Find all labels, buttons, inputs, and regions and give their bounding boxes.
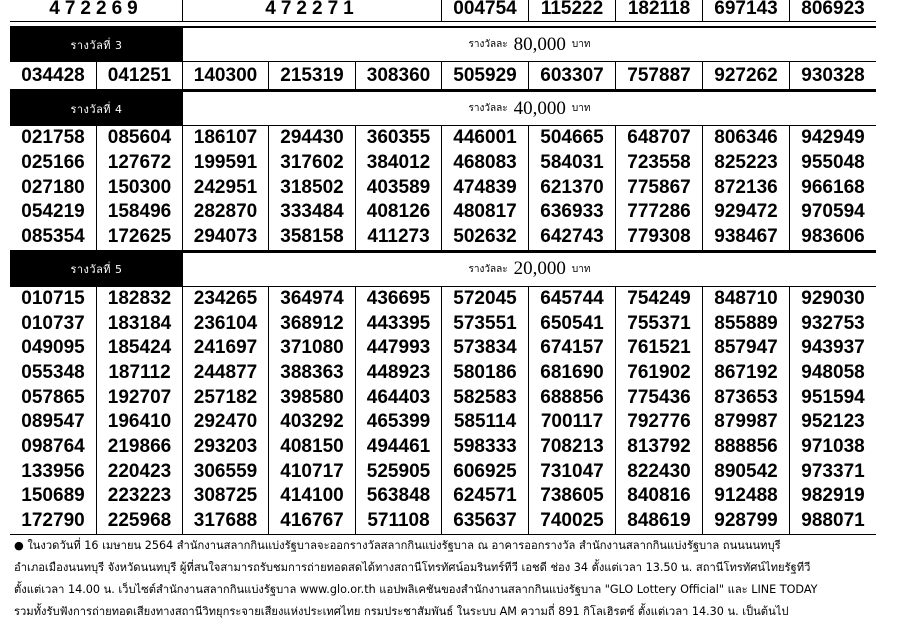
prize3-number: 041251 — [107, 65, 172, 86]
prize4-number: 411273 — [367, 226, 430, 248]
prize4-number: 504665 — [540, 127, 604, 148]
prize5-number: 447993 — [366, 337, 431, 359]
prize4-number: 408126 — [366, 201, 431, 223]
prize4-number: 480817 — [453, 201, 517, 223]
prize5-number: 055348 — [21, 362, 85, 384]
prize5-number: 943937 — [801, 337, 865, 359]
prize5-number: 879987 — [714, 411, 778, 433]
prize5-number: 192707 — [107, 386, 172, 408]
prize5-number: 436695 — [366, 287, 431, 309]
prize4-column — [97, 126, 183, 250]
prize4-number: 621370 — [540, 176, 604, 198]
prize5-number: 755371 — [627, 312, 691, 334]
prize5-number: 775436 — [627, 386, 691, 408]
prize5-number: 182832 — [107, 287, 172, 309]
prize4-number: 317602 — [280, 151, 344, 173]
prize4-number: 777286 — [627, 201, 691, 223]
prize4-number: 970594 — [801, 201, 865, 223]
prize5-column — [269, 287, 356, 534]
prize3-column — [703, 62, 790, 89]
prize4-number: 172625 — [107, 226, 172, 248]
prize3-amount-value: 80,000 — [513, 33, 566, 55]
prize5-number: 368912 — [280, 312, 344, 334]
prize5-number: 416767 — [280, 510, 344, 532]
prize5-number: 988071 — [801, 510, 865, 532]
prize4-number: 333484 — [280, 201, 344, 223]
prize5-number: 571108 — [367, 510, 430, 532]
prize5-column — [97, 287, 183, 534]
prize4-column — [790, 126, 876, 250]
prize4-number: 085604 — [107, 127, 172, 148]
prize5-number: 464403 — [366, 386, 431, 408]
prize5-number: 525905 — [366, 460, 431, 482]
prize4-number: 054219 — [21, 201, 85, 223]
top-number-3: 004754 — [442, 0, 529, 22]
prize4-column — [616, 126, 703, 250]
prize4-number: 872136 — [714, 176, 778, 198]
prize4-number: 360355 — [366, 127, 431, 148]
prize5-number: 606925 — [453, 460, 517, 482]
prize5-number: 403292 — [280, 411, 344, 433]
prize4-number: 403589 — [366, 176, 431, 198]
prize5-number: 674157 — [540, 337, 604, 359]
prize5-number: 688856 — [540, 386, 604, 408]
prize5-number: 172790 — [21, 510, 85, 532]
prize4-number: 584031 — [540, 151, 604, 173]
prize5-number: 057865 — [21, 386, 85, 408]
prize5-numbers — [10, 287, 876, 535]
prize4-number: 150300 — [107, 176, 172, 198]
prize4-number: 282870 — [193, 201, 258, 223]
prize3-number: 034428 — [21, 65, 85, 86]
prize4-number: 085354 — [21, 226, 85, 248]
prize5-number: 225968 — [107, 510, 172, 532]
prize5-number: 573551 — [453, 312, 517, 334]
prize4-number: 825223 — [714, 151, 778, 173]
prize4-number: 242951 — [193, 176, 258, 198]
top-number-5: 182118 — [616, 0, 703, 22]
prize4-number: 942949 — [801, 127, 865, 148]
prize5-number: 681690 — [540, 362, 604, 384]
prize5-number: 098764 — [21, 436, 85, 458]
prize5-label: รางวัลที่ 5 — [10, 253, 183, 286]
note-line-2: อำเภอเมืองนนทบุรี จังหวัดนนทบุรี ผู้ที่สนใจสามารถรับชมการถ่ายทอดสดได้ทางสถานีโทรทัศน์อมรินทร์ทีวี เอชดี ช่อง 34 ตั้งแต่เวลา 13.50 น. สถานีโทรทัศน์ไทยรัฐทีวี — [14, 561, 811, 574]
prize5-number: 645744 — [540, 287, 604, 309]
prize3-column — [183, 62, 269, 89]
prize5-number: 573834 — [453, 337, 517, 359]
prize5-number: 183184 — [107, 312, 172, 334]
prize4-number: 929472 — [714, 201, 778, 223]
prize5-number: 929030 — [801, 287, 865, 309]
prize5-number: 293203 — [193, 436, 258, 458]
prize5-number: 133956 — [21, 460, 85, 482]
prize5-number: 187112 — [108, 362, 171, 384]
prize5-number: 855889 — [714, 312, 778, 334]
prize5-number: 371080 — [280, 337, 344, 359]
prize4-number: 358158 — [280, 226, 344, 248]
prize5-number: 848710 — [714, 287, 778, 309]
top-number-4: 115222 — [529, 0, 616, 22]
prize5-number: 234265 — [193, 287, 258, 309]
prize3-amount-prefix: รางวัลละ — [468, 39, 508, 50]
prize5-amount-value: 20,000 — [513, 258, 566, 280]
prize5-number: 873653 — [714, 386, 778, 408]
top-number-1: 472269 — [10, 0, 183, 22]
top-number-6: 697143 — [703, 0, 790, 22]
prize5-number: 185424 — [107, 337, 172, 359]
prize5-number: 867192 — [714, 362, 778, 384]
prize5-number: 049095 — [21, 337, 85, 359]
prize4-amount-value: 40,000 — [513, 97, 566, 119]
prize5-column — [356, 287, 442, 534]
prize5-number: 624571 — [453, 485, 517, 507]
prize5-number: 292470 — [193, 411, 258, 433]
prize5-number: 912488 — [714, 485, 778, 507]
prize4-column — [442, 126, 529, 250]
prize4-number: 966168 — [801, 176, 865, 198]
prize5-number: 257182 — [193, 386, 258, 408]
prize4-number: 806346 — [714, 127, 778, 148]
prize4-label: รางวัลที่ 4 — [10, 92, 183, 125]
prize3-column — [10, 62, 97, 89]
prize3-column — [529, 62, 616, 89]
prize5-column — [703, 287, 790, 534]
prize4-number: 779308 — [627, 226, 691, 248]
prize5-column — [616, 287, 703, 534]
prize5-number: 840816 — [627, 485, 691, 507]
prize4-column — [183, 126, 269, 250]
prize4-number: 294073 — [193, 226, 258, 248]
prize5-number: 700117 — [540, 411, 604, 433]
prize5-number: 010737 — [21, 312, 85, 334]
prize4-number: 775867 — [627, 176, 691, 198]
prize4-amount-suffix: บาท — [571, 103, 591, 114]
prize5-number: 408150 — [280, 436, 344, 458]
prize4-number: 955048 — [801, 151, 865, 173]
prize5-amount-prefix: รางวัลละ — [468, 263, 508, 275]
prize5-number: 388363 — [280, 362, 344, 384]
prize5-number: 738605 — [540, 485, 604, 507]
prize3-amount — [183, 28, 876, 61]
prize4-number: 468083 — [453, 151, 517, 173]
prize4-column — [10, 126, 97, 250]
prize3-number: 140300 — [193, 65, 258, 86]
prize5-number: 635637 — [453, 510, 517, 532]
prize5-number: 414100 — [280, 485, 344, 507]
prize5-amount-suffix: บาท — [571, 263, 591, 275]
prize5-number: 244877 — [193, 362, 258, 384]
prize5-number: 598333 — [453, 436, 517, 458]
prize4-number: 474839 — [453, 176, 517, 198]
prize5-number: 848619 — [627, 510, 691, 532]
prize3-column — [442, 62, 529, 89]
prize3-column — [616, 62, 703, 89]
prize4-number: 446001 — [453, 127, 517, 148]
prize3-column — [790, 62, 876, 89]
prize5-number: 150689 — [21, 485, 85, 507]
prize5-column — [183, 287, 269, 534]
prize5-number: 220423 — [107, 460, 172, 482]
prize5-number: 443395 — [366, 312, 431, 334]
prize4-number: 021758 — [21, 127, 85, 148]
prize4-column — [703, 126, 790, 250]
prize5-number: 572045 — [453, 287, 517, 309]
prize4-number: 642743 — [540, 226, 604, 248]
prize5-number: 448923 — [366, 362, 431, 384]
prize5-column — [442, 287, 529, 534]
prize4-number: 318502 — [280, 176, 344, 198]
prize5-number: 813792 — [627, 436, 691, 458]
prize5-number: 010715 — [21, 287, 85, 309]
prize5-number: 465399 — [366, 411, 431, 433]
prize5-number: 196410 — [107, 411, 172, 433]
prize4-number: 127672 — [107, 151, 172, 173]
prize5-column — [10, 287, 97, 534]
prize5-number: 928799 — [714, 510, 778, 532]
prize4-column — [356, 126, 442, 250]
prize4-number: 158496 — [107, 201, 172, 223]
prize4-column — [529, 126, 616, 250]
prize5-number: 792776 — [627, 411, 691, 433]
prize5-number: 888856 — [714, 436, 778, 458]
prize3-number: 927262 — [714, 65, 778, 86]
prize5-column — [529, 287, 616, 534]
prize5-number: 822430 — [627, 460, 691, 482]
prize4-number: 294430 — [280, 127, 344, 148]
prize5-number: 398580 — [280, 386, 344, 408]
prize4-numbers — [10, 126, 876, 251]
prize4-number: 199591 — [193, 151, 258, 173]
lottery-results-sheet — [10, 0, 876, 535]
prize5-column — [790, 287, 876, 534]
prize5-number: 932753 — [801, 312, 865, 334]
prize3-header — [10, 26, 876, 62]
top-number-2: 472271 — [183, 0, 442, 22]
prize4-amount-prefix: รางวัลละ — [468, 103, 508, 114]
note-line-3: ตั้งแต่เวลา 14.00 น. เว็บไซต์สำนักงานสลากกินแบ่งรัฐบาล www.glo.or.th แอปพลิเคชันของสำนักงานสลากกินแบ่งรัฐบาล "GLO Lottery Official" และ LINE TODAY — [14, 583, 818, 596]
prize3-number: 930328 — [801, 65, 865, 86]
prize3-number: 215319 — [280, 65, 344, 86]
announcement-notes — [14, 535, 880, 623]
prize4-number: 983606 — [801, 226, 865, 248]
prize3-column — [356, 62, 442, 89]
prize4-number: 648707 — [627, 127, 691, 148]
prize4-number: 502632 — [453, 226, 517, 248]
prize5-number: 241697 — [193, 337, 258, 359]
prize5-number: 317688 — [193, 510, 258, 532]
prize3-column — [97, 62, 183, 89]
prize5-header — [10, 251, 876, 287]
prize5-number: 761902 — [627, 362, 691, 384]
prize5-number: 971038 — [801, 436, 865, 458]
prize5-number: 890542 — [714, 460, 778, 482]
prize3-number: 603307 — [540, 65, 604, 86]
prize4-number: 025166 — [21, 151, 85, 173]
prize5-number: 754249 — [627, 287, 691, 309]
prize5-number: 410717 — [280, 460, 344, 482]
prize5-number: 973371 — [801, 460, 865, 482]
prize5-number: 948058 — [801, 362, 865, 384]
prize3-column — [269, 62, 356, 89]
prize4-amount — [183, 92, 876, 125]
prize4-header — [10, 90, 876, 126]
prize5-number: 236104 — [193, 312, 258, 334]
prize3-numbers — [10, 62, 876, 90]
prize5-number: 982919 — [801, 485, 865, 507]
prize5-number: 089547 — [21, 411, 85, 433]
prize5-number: 494461 — [366, 436, 431, 458]
prize3-number: 757887 — [627, 65, 691, 86]
prize3-amount-suffix: บาท — [571, 39, 591, 50]
prize3-number: 308360 — [366, 65, 431, 86]
prize5-number: 650541 — [540, 312, 604, 334]
prize3-number: 505929 — [453, 65, 517, 86]
prize4-number: 186107 — [193, 127, 258, 148]
prize5-amount — [183, 253, 876, 286]
prize5-number: 308725 — [193, 485, 258, 507]
note-line-1: ● ในงวดวันที่ 16 เมษายน 2564 สำนักงานสลากกินแบ่งรัฐบาลจะออกรางวัลสลากกินแบ่งรัฐบาล ณ อาคารออกรางวัล สำนักงานสลากกินแบ่งรัฐบาล ถนนนนทบุรี — [14, 539, 781, 552]
prize5-number: 857947 — [714, 337, 778, 359]
prize5-number: 761521 — [627, 337, 691, 359]
prize5-number: 951594 — [801, 386, 865, 408]
prize4-number: 636933 — [540, 201, 604, 223]
note-line-4: รวมทั้งรับฟังการถ่ายทอดเสียงทางสถานีวิทยุกระจายเสียงแห่งประเทศไทย กรมประชาสัมพันธ์ ในระบบ AM ความถี่ 891 กิโลเฮิรตซ์ ตั้งแต่เวลา 14.30 น. เป็นต้นไป — [14, 605, 789, 618]
prize3-label: รางวัลที่ 3 — [10, 28, 183, 61]
prize5-number: 740025 — [540, 510, 604, 532]
prize4-number: 027180 — [21, 176, 85, 198]
prize4-column — [269, 126, 356, 250]
prize5-number: 223223 — [107, 485, 172, 507]
prize5-number: 306559 — [193, 460, 258, 482]
prize4-number: 938467 — [714, 226, 778, 248]
top-band-row — [10, 0, 876, 22]
prize5-number: 563848 — [366, 485, 431, 507]
prize4-number: 723558 — [627, 151, 691, 173]
prize5-number: 585114 — [453, 411, 517, 433]
prize4-number: 384012 — [366, 151, 431, 173]
prize5-number: 582583 — [453, 386, 517, 408]
prize5-number: 580186 — [453, 362, 517, 384]
prize5-number: 952123 — [801, 411, 865, 433]
prize5-number: 731047 — [540, 460, 604, 482]
prize5-number: 708213 — [540, 436, 604, 458]
top-number-7: 806923 — [801, 0, 865, 19]
prize5-number: 364974 — [280, 287, 344, 309]
prize5-number: 219866 — [107, 436, 172, 458]
